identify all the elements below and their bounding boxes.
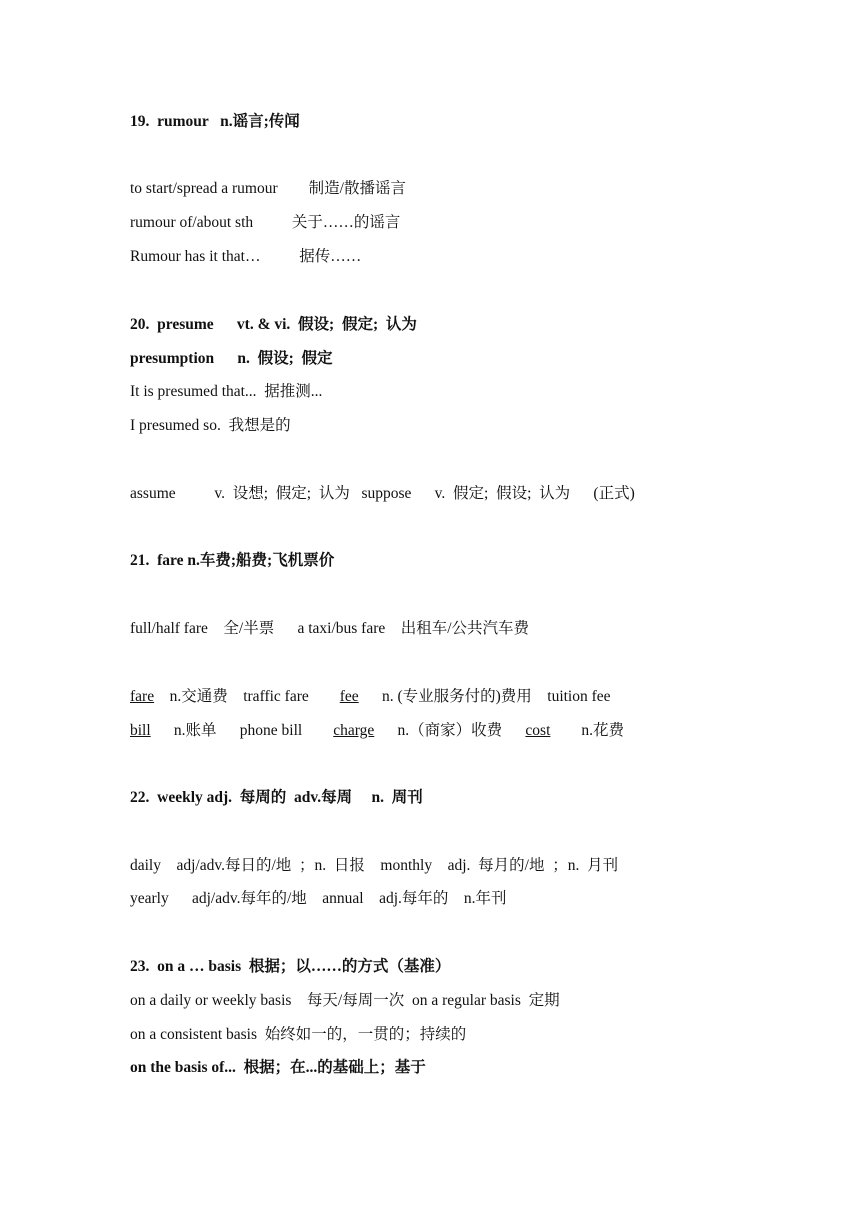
entry-21-heading: 21. fare n.车费;船费;飞机票价 [130, 552, 335, 569]
word-fare: fare [130, 688, 155, 705]
entry-19-line-1: to start/spread a rumour 制造/散播谣言 [130, 180, 406, 197]
fare-definition: n.交通费 traffic fare [154, 688, 340, 705]
entry-23-heading: 23. on a … basis 根据；以……的方式（基准） [130, 958, 451, 975]
fee-definition: n. (专业服务付的)费用 tuition fee [358, 688, 611, 705]
word-fee: fee [339, 688, 359, 705]
entry-19-heading: 19. rumour n.谣言;传闻 [130, 113, 300, 130]
entry-20-line-1: It is presumed that... 据推测... [130, 383, 323, 400]
entry-21-fare-fee-line [130, 687, 611, 707]
word-charge: charge [333, 722, 375, 739]
entry-22-line-1: daily adj/adv.每日的/地 ；n. 日报 monthly adj. 每月的/地 ；n. 月刊 [130, 857, 619, 874]
entry-19-line-3: Rumour has it that… 据传…… [130, 248, 362, 265]
cost-definition: n.花费 [550, 722, 625, 739]
word-bill: bill [130, 722, 151, 739]
entry-20-heading-2: presumption n. 假设; 假定 [130, 350, 333, 367]
word-cost: cost [525, 722, 551, 739]
entry-22-heading: 22. weekly adj. 每周的 adv.每周 n. 周刊 [130, 789, 423, 806]
entry-20-heading: 20. presume vt. & vi. 假设; 假定; 认为 [130, 316, 417, 333]
bill-definition: n.账单 phone bill [150, 722, 334, 739]
entry-19-line-2: rumour of/about sth 关于……的谣言 [130, 214, 401, 231]
entry-20-line-2: I presumed so. 我想是的 [130, 417, 291, 434]
entry-23-line-2: on a consistent basis 始终如一的，一贯的；持续的 [130, 1026, 467, 1043]
entry-23-line-1: on a daily or weekly basis 每天/每周一次 on a regular basis 定期 [130, 992, 560, 1009]
entry-21-line-1: full/half fare 全/半票 a taxi/bus fare 出租车/公共汽车费 [130, 620, 530, 637]
entry-21-bill-charge-line [130, 721, 624, 741]
entry-22-line-2: yearly adj/adv.每年的/地 annual adj.每年的 n.年刊 [130, 890, 507, 907]
entry-23-line-3: on the basis of... 根据；在...的基础上；基于 [130, 1059, 426, 1076]
charge-definition: n.（商家）收费 [374, 722, 526, 739]
entry-20-line-3: assume v. 设想; 假定; 认为 suppose v. 假定; 假设; 认为 (正式) [130, 485, 635, 502]
